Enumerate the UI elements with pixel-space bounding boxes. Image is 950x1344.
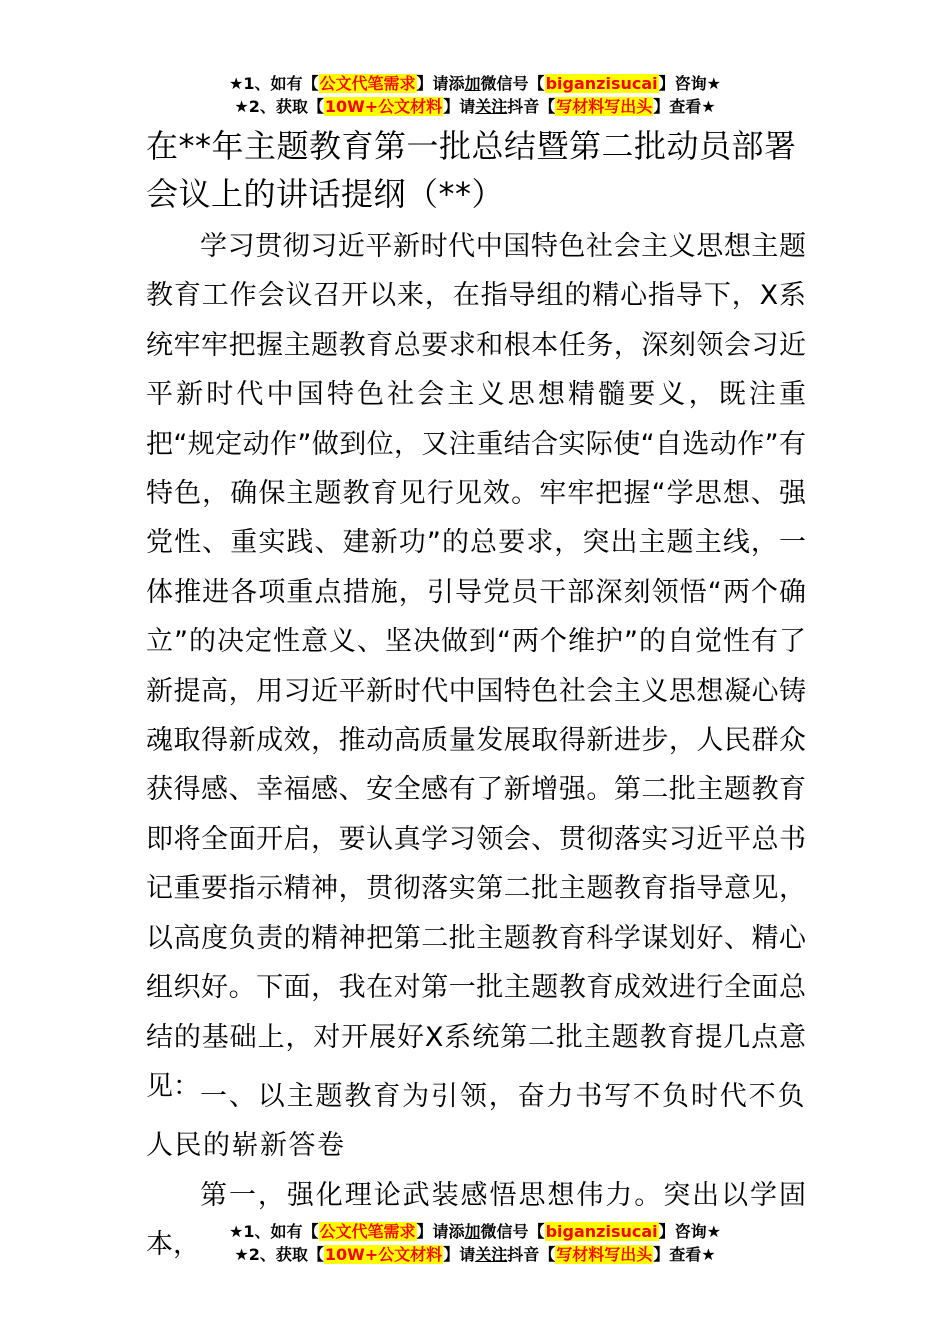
banner-underline: 加	[464, 74, 481, 93]
banner-highlight: biganzisucai	[545, 1222, 658, 1241]
banner-text: ★1、如有【	[229, 1222, 319, 1241]
banner-text: 微信号【	[480, 1222, 545, 1241]
section-heading-1: 一、以主题教育为引领，奋力书写不负时代不负人民的崭新答卷	[146, 1081, 806, 1162]
banner-line-1	[0, 72, 950, 95]
banner-text: ★1、如有【	[229, 74, 319, 93]
banner-underline: 加	[464, 1222, 481, 1241]
banner-highlight: 写材料写出头	[556, 1245, 653, 1264]
banner-text: 微信号【	[480, 74, 545, 93]
banner-text: 抖音【	[507, 97, 556, 116]
banner-text: 】咨询★	[658, 74, 721, 93]
body-paragraph-intro: 学习贯彻习近平新时代中国特色社会主义思想主题教育工作会议召开以来，在指导组的精心指导下，X系统牢牢把握主题教育总要求和根本任务，深刻领会习近平新时代中国特色社会主义思想精髓要义，既注重把“规定动作”做到位，又注重结合实际使“自选动作”有特色，确保主题教育见行见效。牢牢把握“学思想、强党性、重实践、建新功”的总要求，突出主题主线，一体推进各项重点措施，引导党员干部深刻领悟“两个确立”的决定性意义、坚决做到“两个维护”的自觉性有了新提高，用习近平新时代中国特色社会主义思想凝心铸魂取得新成效，推动高质量发展取得新进步，人民群众获得感、幸福感、安全感有了新增强。第二批主题教育即将全面开启，要认真学习领会、贯彻落实习近平总书记重要指示精神，贯彻落实第二批主题教育指导意见，以高度负责的精神把第二批主题教育科学谋划好、精心组织好。下面，我在对第一批主题教育成效进行全面总结的基础上，对开展好X系统第二批主题教育提几点意见：	[146, 231, 806, 1102]
banner-underline: 关注	[475, 97, 508, 116]
banner-text: 】请添	[416, 1222, 465, 1241]
banner-line-1	[0, 1220, 950, 1243]
banner-line-2	[0, 1243, 950, 1266]
banner-line-2	[0, 95, 950, 118]
bottom-banner	[0, 1220, 950, 1266]
body-paragraph-first-point: 第一，强化理论武装感悟思想伟力。突出以学固本，	[146, 1180, 806, 1261]
banner-highlight: 10W+公文材料	[324, 1245, 443, 1264]
banner-text: 】咨询★	[658, 1222, 721, 1241]
banner-highlight: 公文代笔需求	[319, 74, 416, 93]
banner-text: 抖音【	[507, 1245, 556, 1264]
banner-highlight: biganzisucai	[545, 74, 658, 93]
banner-text: 】查看★	[653, 1245, 716, 1264]
banner-text: ★2、获取【	[234, 97, 324, 116]
top-banner	[0, 72, 950, 118]
banner-highlight: 写材料写出头	[556, 97, 653, 116]
document-title: 在**年主题教育第一批总结暨第二批动员部署会议上的讲话提纲（**）	[146, 127, 797, 213]
banner-text: 】请	[443, 97, 476, 116]
banner-text: 】查看★	[653, 97, 716, 116]
banner-highlight: 公文代笔需求	[319, 1222, 416, 1241]
banner-underline: 关注	[475, 1245, 508, 1264]
banner-text: ★2、获取【	[234, 1245, 324, 1264]
banner-highlight: 10W+公文材料	[324, 97, 443, 116]
banner-text: 】请添	[416, 74, 465, 93]
banner-text: 】请	[443, 1245, 476, 1264]
